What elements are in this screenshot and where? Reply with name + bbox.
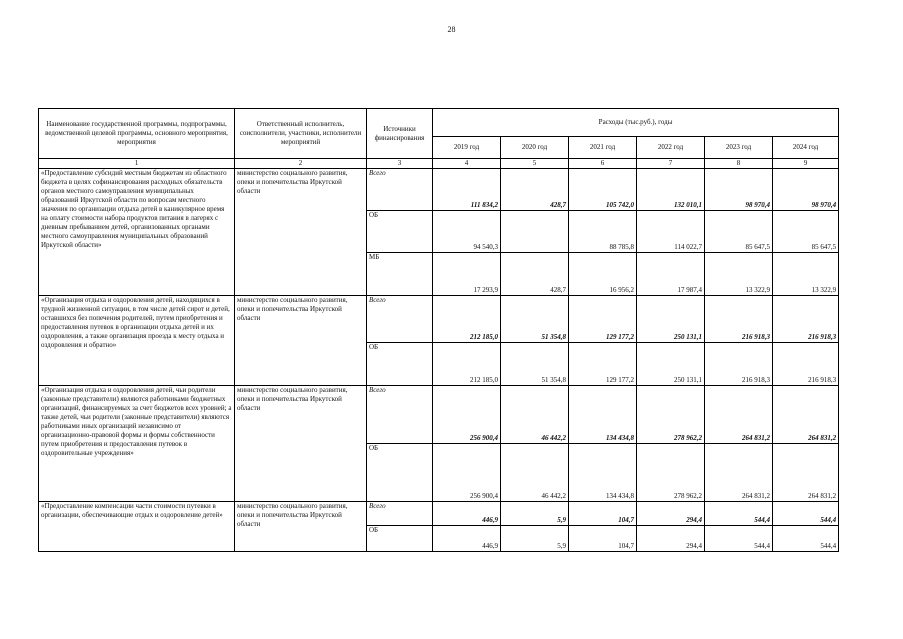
expense-value: 216 918,3 [705,343,773,386]
header-name: Наименование государственной программы, подпрограммы, ведомственной целевой программы, основного мероприятия, мероприятия [39,109,235,159]
header-expenses: Расходы (тыс.руб.), годы [433,109,839,137]
funding-source: ОБ [367,444,433,502]
expense-value: 85 647,5 [705,211,773,253]
expense-value: 132 010,1 [637,169,705,211]
header-year: 2024 год [773,137,839,159]
column-number: 9 [773,159,839,169]
header-executor: Ответственный исполнитель, соисполнители, участники, исполнители мероприятий [235,109,367,159]
expense-value: 446,9 [433,502,501,526]
expense-value: 129 177,2 [569,296,637,343]
header-year: 2023 год [705,137,773,159]
activity-name: «Предоставление субсидий местным бюджетам из областного бюджета в целях софинансирования расходных обязательств органов местного самоуправления муниципальных образований Иркутской области по вопросам местного значения по организации отдыха детей в каникулярное время на оплату стоимости набора продуктов питания в лагерях с дневным пребыванием детей, организованных органами местного самоуправления муниципальных образований Иркутской области» [39,169,235,296]
expense-value: 98 970,4 [705,169,773,211]
activity-name: «Организация отдыха и оздоровления детей, находящихся в трудной жизненной ситуации, в том числе детей сирот и детей, оставшихся без попечения родителей, путем приобретения и предоставления путевок в организации отдыха детей и их оздоровления, а также организация проезда к месту отдыха и оздоровления и обратно» [39,296,235,386]
expense-value: 264 831,2 [705,444,773,502]
expense-value: 13 322,9 [773,253,839,296]
expense-value: 85 647,5 [773,211,839,253]
column-number: 4 [433,159,501,169]
header-year: 2020 год [501,137,569,159]
funding-source: Всего [367,502,433,526]
expense-value: 212 185,0 [433,343,501,386]
expense-value: 13 322,9 [705,253,773,296]
expense-value: 216 918,3 [773,296,839,343]
expense-value: 294,4 [637,502,705,526]
expense-value: 46 442,2 [501,386,569,444]
activity-name: «Предоставление компенсации части стоимости путевки в организации, обеспечивающие отдых и оздоровление детей» [39,502,235,552]
expense-value: 105 742,0 [569,169,637,211]
funding-source: Всего [367,169,433,211]
expense-value: 114 022,7 [637,211,705,253]
expense-value: 104,7 [569,526,637,552]
expense-value: 17 293,9 [433,253,501,296]
funding-source: ОБ [367,343,433,386]
table-row [39,169,839,211]
funding-source: Всего [367,386,433,444]
header-year: 2022 год [637,137,705,159]
expense-value: 216 918,3 [705,296,773,343]
column-number: 5 [501,159,569,169]
expense-value: 294,4 [637,526,705,552]
expense-value: 46 442,2 [501,444,569,502]
expense-value: 16 956,2 [569,253,637,296]
column-number: 7 [637,159,705,169]
expense-value: 216 918,3 [773,343,839,386]
funding-source: Всего [367,296,433,343]
expense-value: 544,4 [773,502,839,526]
expense-value: 256 900,4 [433,444,501,502]
budget-table [38,108,839,552]
expense-value: 544,4 [773,526,839,552]
expense-value: 212 185,0 [433,296,501,343]
activity-executor: министерство социального развития, опеки и попечительства Иркутской области [235,502,367,552]
header-year: 2019 год [433,137,501,159]
expense-value: 264 831,2 [705,386,773,444]
table-row [39,296,839,343]
header-year: 2021 год [569,137,637,159]
expense-value: 446,9 [433,526,501,552]
expense-value [501,211,569,253]
expense-value: 428,7 [501,169,569,211]
expense-value: 88 785,8 [569,211,637,253]
funding-source: ОБ [367,211,433,253]
expense-value: 134 434,8 [569,444,637,502]
expense-value: 264 831,2 [773,444,839,502]
column-number: 6 [569,159,637,169]
expense-value: 51 354,8 [501,296,569,343]
page-number: 28 [447,25,456,34]
expense-value: 250 131,1 [637,343,705,386]
expense-value: 129 177,2 [569,343,637,386]
activity-executor: министерство социального развития, опеки и попечительства Иркутской области [235,169,367,296]
expense-value: 94 540,3 [433,211,501,253]
activity-executor: министерство социального развития, опеки и попечительства Иркутской области [235,386,367,502]
header-source: Источники финансирования [367,109,433,159]
expense-value: 250 131,1 [637,296,705,343]
funding-source: МБ [367,253,433,296]
expense-value: 544,4 [705,526,773,552]
column-number: 1 [39,159,235,169]
expense-value: 134 434,8 [569,386,637,444]
expense-value: 5,9 [501,502,569,526]
expense-value: 544,4 [705,502,773,526]
expense-value: 98 970,4 [773,169,839,211]
expense-value: 278 962,2 [637,386,705,444]
funding-source: ОБ [367,526,433,552]
expense-value: 264 831,2 [773,386,839,444]
activity-executor: министерство социального развития, опеки и попечительства Иркутской области [235,296,367,386]
expense-value: 256 900,4 [433,386,501,444]
expense-value: 17 987,4 [637,253,705,296]
column-number: 3 [367,159,433,169]
column-number: 2 [235,159,367,169]
expense-value: 5,9 [501,526,569,552]
expense-value: 111 834,2 [433,169,501,211]
table-row [39,386,839,444]
column-number: 8 [705,159,773,169]
expense-value: 104,7 [569,502,637,526]
expense-value: 428,7 [501,253,569,296]
table-row [39,502,839,526]
expense-value: 278 962,2 [637,444,705,502]
expense-value: 51 354,8 [501,343,569,386]
activity-name: «Организация отдыха и оздоровления детей, чьи родители (законные представители) являются работниками бюджетных организаций, финансируемых за счет бюджетов всех уровней; а также детей, чьи родители (законные представители) являются работниками иных организаций независимо от организационно-правовой формы и формы собственности путем приобретения и предоставления путевок в оздоровительные учреждения» [39,386,235,502]
